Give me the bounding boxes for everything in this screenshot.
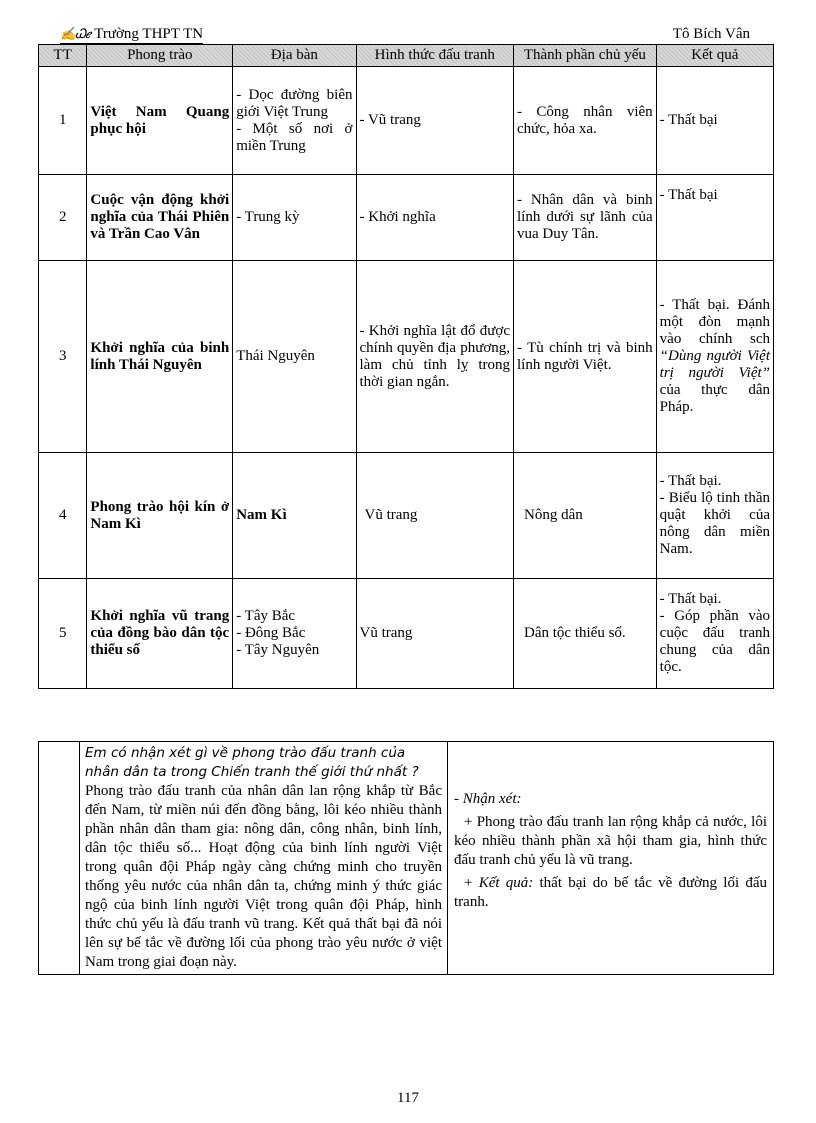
dia-ban-line: Nam Kì [236, 507, 287, 523]
ket-qua-line: - Thất bại [659, 112, 718, 128]
header-school [60, 26, 203, 44]
qa-point-1: + Phong trào đấu tranh lan rộng khắp cả nước, lôi kéo nhiều thành phần xã hội tham gia, hình thức đấu tranh chủ yếu là vũ trang. [454, 814, 767, 868]
cell-tt: 1 [39, 67, 87, 175]
cell-tt: 3 [39, 261, 87, 453]
page-number: 117 [397, 1090, 419, 1106]
col-header-hinh-thuc: Hình thức đấu tranh [356, 45, 514, 67]
table-row [39, 453, 774, 579]
qa-answer: Phong trào đấu tranh của nhân dân lan rộng khắp từ Bắc đến Nam, từ miền núi đến đồng bằng, lôi kéo nhiều thành phần nhân dân tham gia: nông dân, công nhân, binh lính, dân tộc thiểu số... Hoạt động của binh lính người Việt trong quân đội Pháp ngày càng chứng minh cho truyền thống yêu nước của nhân dân ta, chứng minh ý thức giác ngộ của binh lính người Việt trong quân đội Pháp, hình thức chủ yếu là đấu tranh vũ trang. Kết quả thất bại đã nói lên sự bế tắc về đường lối của phong trào yêu nước ở việt Nam trong giai đoạn này. [85, 783, 442, 970]
cell-phong-trao: Phong trào hội kín ở Nam Kì [87, 453, 233, 579]
col-header-thanh-phan: Thành phần chủ yếu [514, 45, 657, 67]
ket-qua-text: - Thất bại. Đánh một đòn mạnh vào chính sch [659, 297, 770, 347]
dia-ban-line: - Dọc đường biên giới Việt Trung [236, 86, 353, 120]
qa-table [38, 741, 774, 975]
cell-phong-trao: Việt Nam Quang phục hội [87, 67, 233, 175]
ket-qua-line: - Thất bại. [659, 473, 722, 489]
cell-ket-qua [656, 579, 773, 689]
dia-ban-line: Thái Nguyên [236, 348, 315, 364]
ket-qua-quote: “Dùng người Việt trị người Việt” [659, 348, 770, 381]
qa-heading: - Nhận xét: [454, 791, 522, 807]
dia-ban-line: - Một số nơi ở miền Trung [236, 120, 353, 154]
cell-ket-qua [656, 175, 773, 261]
dia-ban-line: - Trung kỳ [236, 209, 300, 225]
col-header-tt: TT [39, 45, 87, 67]
col-header-ket-qua: Kết quả [656, 45, 773, 67]
cell-hinh-thuc: - Vũ trang [356, 67, 514, 175]
dia-ban-line: - Tây Bắc [236, 608, 296, 624]
page-header [60, 26, 750, 44]
header-author: Tô Bích Vân [672, 26, 750, 42]
qa-point-2 [454, 874, 767, 912]
cell-hinh-thuc: Vũ trang [356, 579, 514, 689]
ket-qua-line: - Thất bại [659, 187, 718, 203]
qa-question: Em có nhận xét gì về phong trào đấu tranh của nhân dân ta trong Chiến tranh thế giới thứ nhất ? [85, 745, 419, 780]
cell-tt: 5 [39, 579, 87, 689]
cell-tt: 2 [39, 175, 87, 261]
cell-ket-qua [656, 453, 773, 579]
movements-table [38, 44, 774, 689]
ket-qua-line: - Biểu lộ tinh thần quật khởi của nông dân miền Nam. [659, 490, 770, 557]
ket-qua-line: - Thất bại. [659, 591, 722, 607]
ket-qua-line: - Góp phần vào cuộc đấu tranh chung của dân tộc. [659, 608, 770, 675]
qa-right-cell [448, 742, 774, 975]
dia-ban-line: - Đông Bắc [236, 625, 306, 641]
table-row [39, 261, 774, 453]
dia-ban-line: - Tây Nguyên [236, 642, 320, 658]
table-header-row [39, 45, 774, 67]
table-row [39, 175, 774, 261]
col-header-phong-trao: Phong trào [87, 45, 233, 67]
cell-thanh-phan: - Nhân dân và binh lính dưới sự lãnh của vua Duy Tân. [514, 175, 657, 261]
cell-phong-trao: Khởi nghĩa của binh lính Thái Nguyên [87, 261, 233, 453]
cell-hinh-thuc: - Khởi nghĩa lật đổ được chính quyền địa phương, làm chủ tỉnh lỵ trong thời gian ngắn. [356, 261, 514, 453]
cell-thanh-phan: Dân tộc thiểu số. [514, 579, 657, 689]
cell-phong-trao: Cuộc vận động khởi nghĩa của Thái Phiên và Trần Cao Vân [87, 175, 233, 261]
header-logo: ✍Ꮗℯ [60, 26, 91, 41]
qa-left-cell [80, 742, 448, 975]
ket-qua-text-end: của thực dân Pháp. [659, 382, 770, 415]
header-school-name: Trường THPT TN [94, 26, 204, 42]
cell-tt: 4 [39, 453, 87, 579]
qa-point-2-text: thất bại do bế tắc về đường lối đấu tranh. [454, 875, 768, 910]
table-row [39, 67, 774, 175]
cell-phong-trao: Khởi nghĩa vũ trang của đồng bào dân tộc thiểu số [87, 579, 233, 689]
cell-thanh-phan: Nông dân [514, 453, 657, 579]
col-header-dia-ban: Địa bàn [233, 45, 356, 67]
qa-row [39, 742, 774, 975]
cell-dia-ban [233, 67, 356, 175]
cell-dia-ban [233, 453, 356, 579]
cell-thanh-phan: - Công nhân viên chức, hỏa xa. [514, 67, 657, 175]
cell-dia-ban [233, 261, 356, 453]
qa-empty-cell [39, 742, 80, 975]
cell-hinh-thuc: - Khởi nghĩa [356, 175, 514, 261]
cell-hinh-thuc: Vũ trang [356, 453, 514, 579]
cell-ket-qua [656, 67, 773, 175]
table-row [39, 579, 774, 689]
cell-dia-ban [233, 579, 356, 689]
qa-point-2-prefix: + [464, 875, 479, 891]
cell-dia-ban [233, 175, 356, 261]
qa-point-2-label: Kết quả: [478, 875, 534, 891]
cell-ket-qua [656, 261, 773, 453]
cell-thanh-phan: - Tù chính trị và binh lính người Việt. [514, 261, 657, 453]
